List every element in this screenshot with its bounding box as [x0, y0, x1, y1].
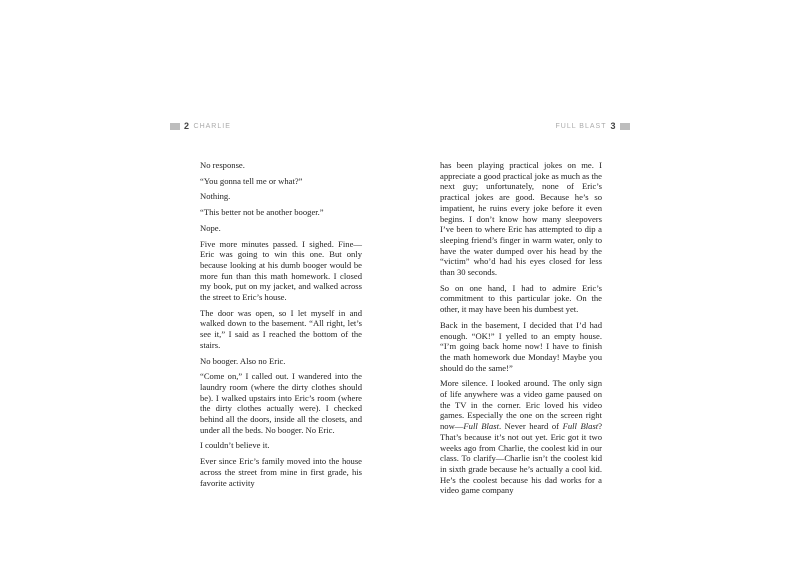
right-page	[400, 0, 800, 570]
paragraph: No booger. Also no Eric.	[200, 355, 286, 366]
paragraph: Nope.	[200, 222, 221, 233]
paragraph: “Come on,” I called out. I wandered into the laundry room (where the dirty clothes should be). I walked upstairs into Eric’s room (where the dirty clothes actually were). I checked behind all the doors, inside all the closets, and under all the beds. No booger. No Eric.	[200, 371, 362, 435]
running-title: FULL BLAST	[555, 122, 607, 130]
page-number: 3	[610, 121, 616, 131]
paragraph: “You gonna tell me or what?”	[200, 175, 303, 186]
left-page-header	[170, 121, 231, 131]
paragraph: So on one hand, I had to admire Eric’s commitment to this particular joke. On the other, it may have been his dumbest yet.	[440, 282, 602, 315]
italic-title: Full Blast	[562, 421, 599, 432]
right-page-body	[440, 160, 602, 501]
paragraph: I couldn’t believe it.	[200, 440, 270, 451]
paragraph: More silence. I looked around. The only sign of life anywhere was a video game paused on the TV in the corner. Eric loved his video games. Especially the one on the screen right now—Full Blast. Never heard of Full Blast? That’s because it’s not out yet. Eric got it two weeks ago from Charlie, the coolest kid in our class. To clarify—Charlie isn’t the coolest kid in sixth grade because he’s actually a cool kid. He’s the coolest because his dad works for a video game company	[440, 378, 603, 496]
paragraph: The door was open, so I let myself in and walked down to the basement. “All right, let’s see it,” I said as I reached the bottom of the stairs.	[200, 307, 362, 350]
italic-title: Full Blast	[463, 421, 499, 432]
header-decoration-bar	[170, 123, 180, 130]
paragraph: Back in the basement, I decided that I’d had enough. “OK!” I yelled to an empty house. “I’m going back home now! I have to finish the math homework due Monday! Maybe you should do the same!”	[440, 319, 602, 373]
paragraph: Ever since Eric’s family moved into the house across the street from mine in first grade, his favorite activity	[200, 456, 362, 488]
paragraph: Five more minutes passed. I sighed. Fine—Eric was going to win this one. But only because looking at his dumb booger would be more fun than this math homework. I closed my book, put on my jacket, and walked across the street to Eric’s house.	[200, 238, 362, 303]
paragraph: “This better not be another booger.”	[200, 207, 324, 218]
running-title: CHARLIE	[193, 122, 231, 130]
page-number: 2	[184, 121, 190, 131]
paragraph: Nothing.	[200, 191, 231, 202]
paragraph: No response.	[200, 160, 245, 170]
left-page-body	[200, 160, 362, 493]
header-decoration-bar	[620, 123, 630, 130]
right-page-header	[556, 121, 631, 131]
paragraph: has been playing practical jokes on me. I appreciate a good practical joke as much as the next guy; unfortunately, none of Eric’s practical jokes are good. Because he’s so impatient, he ruins every joke before it even begins. I don’t know how many sleepovers I’ve been to where Eric has attempted to dip a sleeping friend’s finger in warm water, only to have the water dumped over his head by the “victim” who’d had his eyes closed for less than 30 seconds.	[440, 160, 602, 278]
